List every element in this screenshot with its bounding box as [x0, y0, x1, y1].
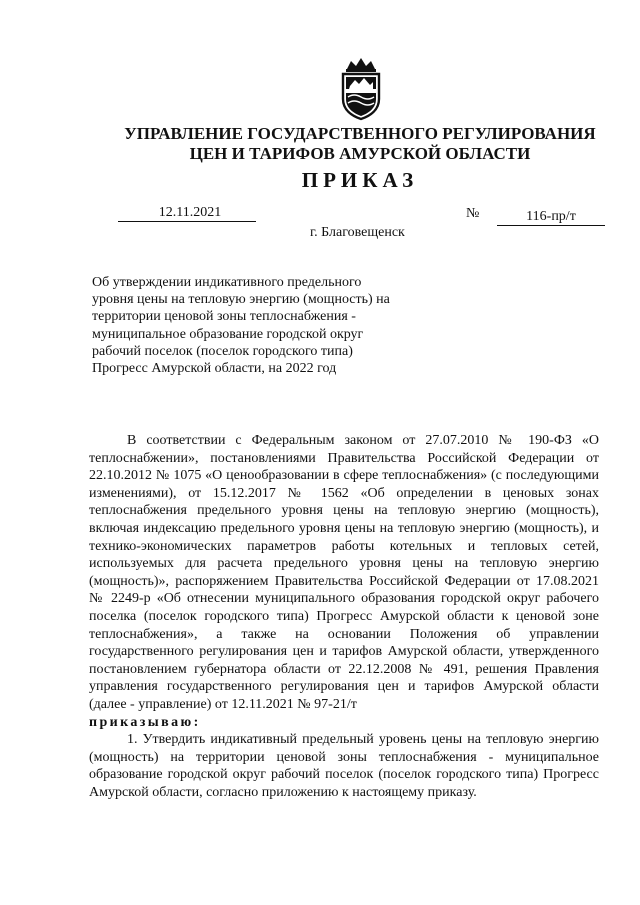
agency-name-line1: УПРАВЛЕНИЕ ГОСУДАРСТВЕННОГО РЕГУЛИРОВАНИЯ: [124, 124, 596, 143]
city-name: г. Благовещенск: [310, 225, 405, 240]
order-number: 116-пр/т: [497, 209, 605, 226]
order-subject: Об утверждении индикативного предельного уровня цены на тепловую энергию (мощность) на территории ценовой зоны теплоснабжения - муниципальное образование городской округ рабочий поселок (поселок городского типа) Прогресс Амурской области, на 2022 год: [92, 275, 390, 377]
order-date: 12.11.2021: [118, 205, 256, 222]
agency-name: [110, 124, 610, 164]
coat-of-arms-emblem: [337, 55, 385, 121]
order-item-1: 1. Утвердить индикативный предельный уровень цены на тепловую энергию (мощность) на территории ценовой зоны теплоснабжения - муниципальное образование городской округ рабочий поселок (поселок городского типа) Прогресс Амурской области, согласно приложению к настоящему приказу.: [89, 732, 599, 800]
order-word: приказываю:: [89, 714, 201, 730]
preamble-paragraph: В соответствии с Федеральным законом от 27.07.2010 № 190-ФЗ «О теплоснабжении», постановлениями Правительства Российской Федерации от 22.10.2012 № 1075 «О ценообразовании в сфере теплоснабжения» (с последующими изменениями), от 15.12.2017 № 1562 «Об определении в ценовых зонах теплоснабжения предельного уровня цены на тепловую энергию (мощность), включая индексацию предельного уровня цены на тепловую энергию (мощность), и технико-экономических параметров работы котельных и тепловых сетей, используемых для расчета предельного уровня цены на тепловую энергию (мощность)», распоряжением Правительства Российской Федерации от 17.08.2021 № 2249-р «Об отнесении муниципального образования городской округ рабочего поселка (поселок городского типа) Прогресс Амурской области к ценовой зоне теплоснабжения», а также на основании Положения об управлении государственного регулирования цен и тарифов Амурской области, утвержденного постановлением губернатора области от 22.12.2008 № 491, решения Правления управления государственного регулирования цен и тарифов Амурской области (далее - управление) от 12.11.2021 № 97-21/т: [89, 433, 599, 712]
agency-name-line2: ЦЕН И ТАРИФОВ АМУРСКОЙ ОБЛАСТИ: [189, 144, 531, 163]
document-type-title: ПРИКАЗ: [301, 168, 419, 192]
order-body: [89, 432, 599, 801]
order-clause: [89, 714, 599, 732]
number-sign: №: [466, 206, 480, 221]
